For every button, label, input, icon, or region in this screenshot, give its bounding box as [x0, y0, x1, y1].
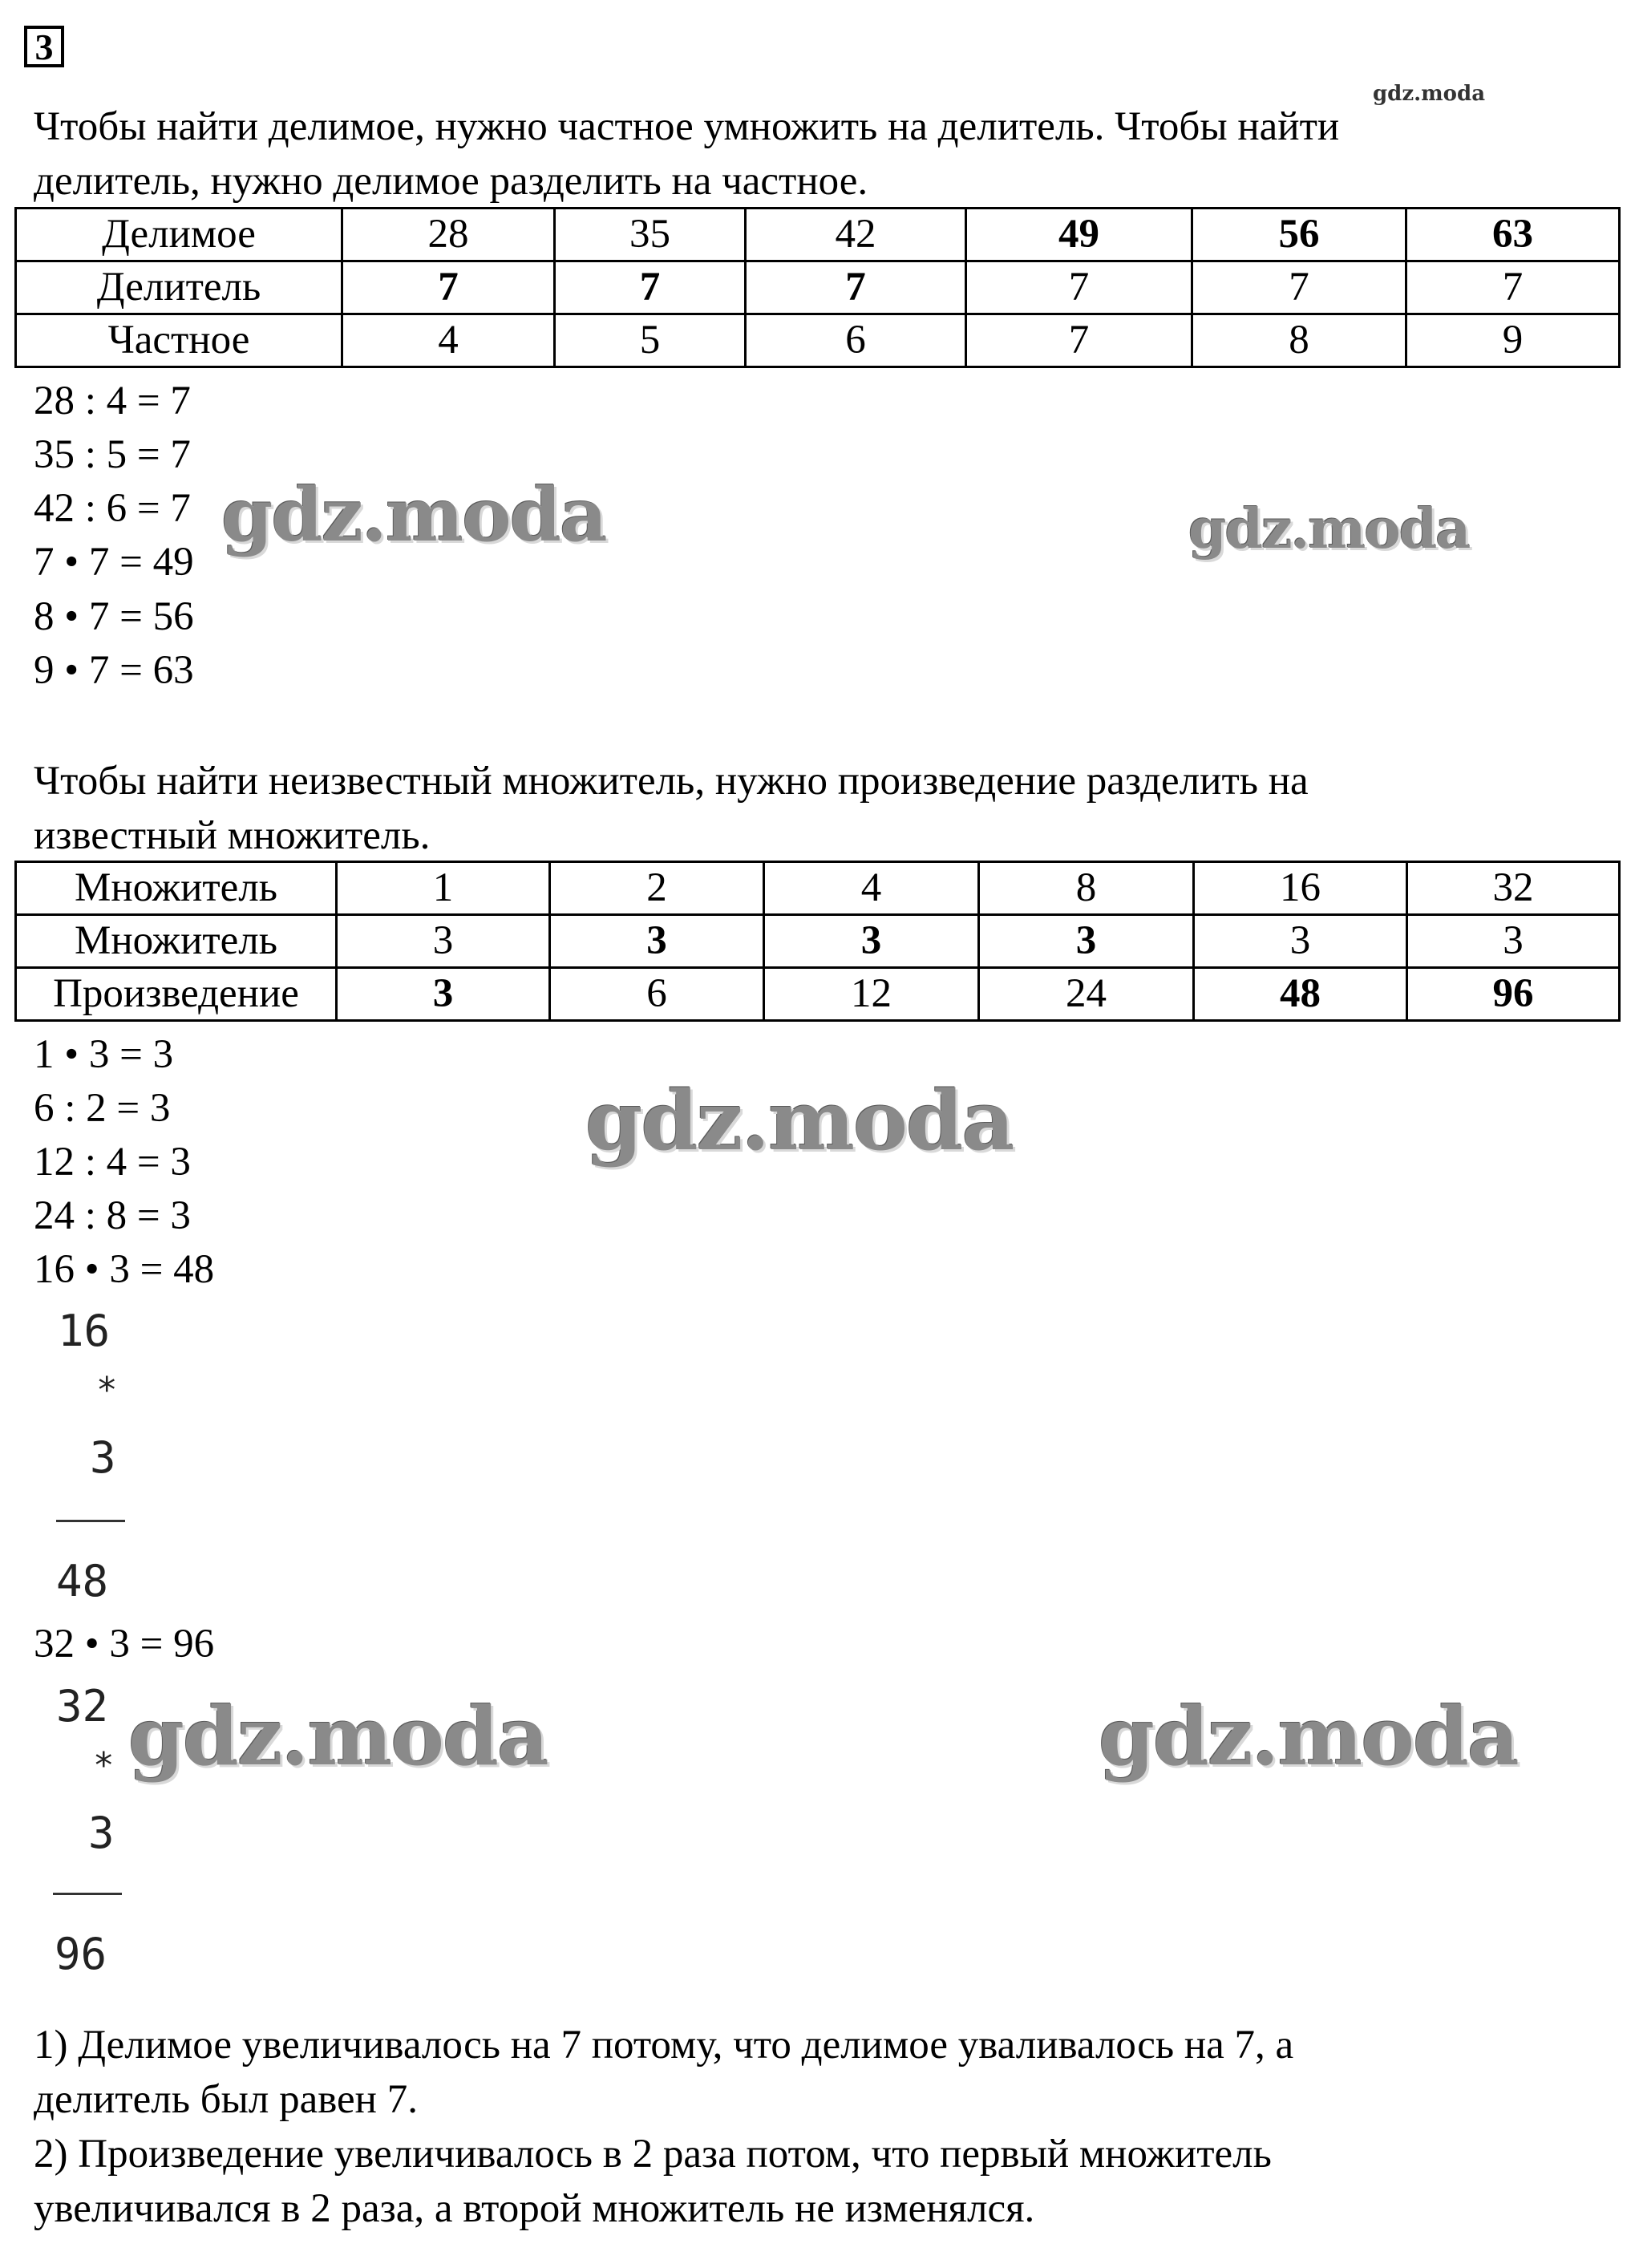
table1-cell: 5 [555, 314, 746, 367]
watermark-4: gdz.moda [128, 1689, 548, 1784]
table2-cell: 3 [764, 915, 979, 968]
column-calc1-result: 48 [56, 1556, 109, 1606]
column-calc1-bottom: 3 [90, 1432, 116, 1483]
equation-2-4: 24 : 8 = 3 [34, 1193, 191, 1238]
watermark-5: gdz.moda [1099, 1689, 1518, 1784]
equation-1-6: 9 • 7 = 63 [34, 648, 194, 693]
table1-cell: 7 [1406, 261, 1620, 314]
table2-cell: 3 [979, 915, 1194, 968]
table1-row-label: Частное [16, 314, 342, 367]
table2-cell: 3 [337, 968, 550, 1021]
table2-cell: 3 [1407, 915, 1620, 968]
table2-cell: 3 [1194, 915, 1407, 968]
division-table [14, 207, 1621, 368]
table2-row [16, 968, 1620, 1021]
table2-row-label: Множитель [16, 915, 337, 968]
rule1-line1: Чтобы найти делимое, нужно частное умножить на делитель. Чтобы найти [34, 104, 1340, 149]
table2-cell: 24 [979, 968, 1194, 1021]
watermark-3: gdz.moda [585, 1073, 1014, 1169]
table1-row [16, 209, 1620, 261]
rule2-line1: Чтобы найти неизвестный множитель, нужно произведение разделить на [34, 759, 1309, 804]
equation-1-5: 8 • 7 = 56 [34, 594, 194, 639]
table2-row [16, 862, 1620, 915]
table1-cell: 28 [342, 209, 555, 261]
multiplication-table [14, 861, 1621, 1022]
table1-row-label: Делитель [16, 261, 342, 314]
task-number-box: 3 [24, 26, 64, 67]
table2-cell: 3 [550, 915, 764, 968]
table1-cell: 7 [966, 314, 1192, 367]
table1-row [16, 314, 1620, 367]
table2-row [16, 915, 1620, 968]
table2-row-label: Произведение [16, 968, 337, 1021]
column-calc1-line [56, 1520, 125, 1522]
table2-cell: 3 [337, 915, 550, 968]
table1-row-label: Делимое [16, 209, 342, 261]
table1-cell: 35 [555, 209, 746, 261]
table2-cell: 16 [1194, 862, 1407, 915]
table2-cell: 2 [550, 862, 764, 915]
table1-cell: 9 [1406, 314, 1620, 367]
table1-cell: 4 [342, 314, 555, 367]
column-calc1-op: * [96, 1370, 118, 1411]
column-calc2-bottom: 3 [88, 1808, 115, 1858]
equation-1-3: 42 : 6 = 7 [34, 486, 191, 531]
rule2-line2: известный множитель. [34, 813, 431, 858]
table1-cell: 63 [1406, 209, 1620, 261]
table2-cell: 1 [337, 862, 550, 915]
rule1-line2: делитель, нужно делимое разделить на частное. [34, 159, 868, 204]
conclusion-line4: увеличивался в 2 раза, а второй множитель не изменялся. [34, 2186, 1035, 2231]
column-calc2-line [53, 1893, 122, 1895]
equation-2-6: 32 • 3 = 96 [34, 1622, 215, 1667]
column-calc2-top: 32 [56, 1681, 109, 1731]
table1-cell: 7 [1192, 261, 1406, 314]
watermark-2: gdz.moda [1188, 497, 1470, 561]
table1-cell: 7 [746, 261, 966, 314]
table2-row-label: Множитель [16, 862, 337, 915]
column-calc2-op: * [93, 1745, 115, 1786]
table2-cell: 8 [979, 862, 1194, 915]
table2-cell: 32 [1407, 862, 1620, 915]
table1-cell: 8 [1192, 314, 1406, 367]
equation-1-1: 28 : 4 = 7 [34, 379, 191, 423]
equation-1-2: 35 : 5 = 7 [34, 432, 191, 477]
table1-cell: 49 [966, 209, 1192, 261]
conclusion-line1: 1) Делимое увеличивалось на 7 потому, что делимое уваливалось на 7, а [34, 2023, 1294, 2068]
table1-cell: 7 [342, 261, 555, 314]
table2-cell: 12 [764, 968, 979, 1021]
equation-2-5: 16 • 3 = 48 [34, 1247, 215, 1292]
watermark-1: gdz.moda [221, 472, 606, 558]
equation-1-4: 7 • 7 = 49 [34, 540, 194, 585]
conclusion-line2: делитель был равен 7. [34, 2077, 418, 2122]
table1-cell: 6 [746, 314, 966, 367]
table2-cell: 48 [1194, 968, 1407, 1021]
table1-cell: 7 [555, 261, 746, 314]
table1-cell: 42 [746, 209, 966, 261]
table2-cell: 6 [550, 968, 764, 1021]
conclusion-line3: 2) Произведение увеличивалось в 2 раза потом, что первый множитель [34, 2132, 1272, 2177]
table1-cell: 7 [966, 261, 1192, 314]
table2-cell: 96 [1407, 968, 1620, 1021]
watermark-small: gdz.moda [1373, 82, 1486, 106]
equation-2-1: 1 • 3 = 3 [34, 1032, 174, 1077]
column-calc2-result: 96 [55, 1929, 107, 1979]
table1-row [16, 261, 1620, 314]
table2-cell: 4 [764, 862, 979, 915]
equation-2-2: 6 : 2 = 3 [34, 1086, 171, 1131]
equation-2-3: 12 : 4 = 3 [34, 1140, 191, 1185]
column-calc1-top: 16 [58, 1306, 111, 1356]
table1-cell: 56 [1192, 209, 1406, 261]
